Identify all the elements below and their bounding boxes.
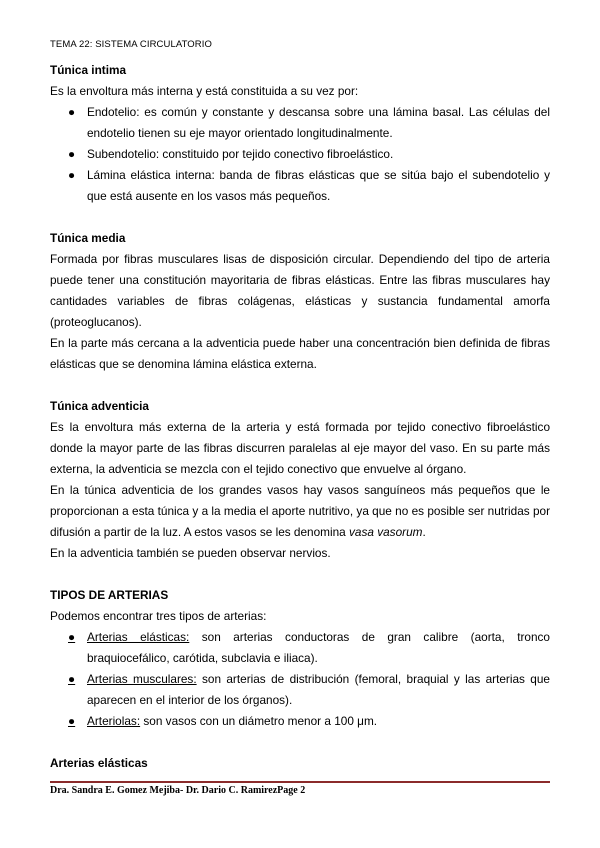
- vasa-vasorum-term: vasa vasorum: [349, 525, 423, 539]
- tipos-list: [50, 627, 550, 732]
- heading-tunica-intima: Túnica intima: [50, 63, 127, 77]
- tipos-intro: Podemos encontrar tres tipos de arterias:: [50, 609, 267, 623]
- footer-divider: [50, 781, 550, 783]
- list-item-text: Lámina elástica interna: banda de fibras elásticas que se sitúa bajo el subendotelio y que está ausente en los vasos más pequeños.: [87, 168, 550, 203]
- list-item-text: son vasos con un diámetro menor a 100 μm.: [140, 714, 378, 728]
- bullet-icon: ●: [68, 630, 76, 644]
- list-item: [50, 102, 550, 144]
- media-paragraph-1: Formada por fibras musculares lisas de disposición circular. Dependiendo del tipo de arteria puede tener una constitución mayoritaria de fibras elásticas. Entre las fibras musculares hay cantidades variables de fibras colágenas, elásticas y sustancia fundamental amorfa (proteoglucanos).: [50, 252, 550, 329]
- list-item-term: Arteriolas:: [87, 714, 141, 728]
- list-item: [50, 144, 550, 165]
- heading-arterias-elasticas: Arterias elásticas: [50, 756, 148, 770]
- list-item: [50, 627, 550, 669]
- adventicia-paragraph-2: [50, 480, 550, 543]
- bullet-icon: ●: [68, 714, 76, 728]
- list-item: [50, 165, 550, 207]
- list-item-term: Arterias elásticas:: [87, 630, 190, 644]
- list-item: [50, 669, 550, 711]
- list-item-text: Subendotelio: constituido por tejido conectivo fibroelástico.: [87, 147, 394, 161]
- list-item-text: Endotelio: es común y constante y descansa sobre una lámina basal. Las células del endotelio tienen su eje mayor orientado longitudinalmente.: [87, 105, 550, 140]
- adventicia-paragraph-1: Es la envoltura más externa de la arteria y está formada por tejido conectivo fibroelástico donde la mayor parte de las fibras discurren paralelas al eje mayor del vaso. En su parte más externa, la adventicia se mezcla con el tejido conectivo que envuelve al órgano.: [50, 420, 550, 476]
- media-paragraph-2: En la parte más cercana a la adventicia puede haber una concentración bien definida de fibras elásticas que se denomina lámina elástica externa.: [50, 336, 550, 371]
- page-header: TEMA 22: SISTEMA CIRCULATORIO: [50, 39, 212, 50]
- heading-tunica-media: Túnica media: [50, 231, 126, 245]
- list-item-term: Arterias musculares:: [87, 672, 197, 686]
- heading-tipos-de-arterias: TIPOS DE ARTERIAS: [50, 588, 169, 602]
- document-body: [50, 60, 550, 774]
- adventicia-paragraph-3: En la adventicia también se pueden observar nervios.: [50, 546, 331, 560]
- list-item-text: son arterias conductoras de gran calibre (aorta, tronco braquiocefálico, carótida, subclavia e iliaca).: [87, 630, 550, 665]
- bullet-icon: ●: [68, 147, 76, 161]
- intima-list: [50, 102, 550, 207]
- list-item: [50, 711, 550, 732]
- list-item-text: son arterias de distribución (femoral, braquial y las arterias que aparecen en el interior de los órganos).: [87, 672, 550, 707]
- adventicia-p2-text: En la túnica adventicia de los grandes vasos hay vasos sanguíneos más pequeños que le proporcionan a esta túnica y a la media el aporte nutritivo, ya que no es posible ser nutridas por difusión a partir de la luz. A estos vasos se les denomina: [50, 483, 550, 539]
- intima-intro: Es la envoltura más interna y está constituida a su vez por:: [50, 84, 359, 98]
- bullet-icon: ●: [68, 168, 76, 182]
- heading-tunica-adventicia: Túnica adventicia: [50, 399, 149, 413]
- bullet-icon: ●: [68, 105, 76, 119]
- adventicia-p2-end: .: [422, 525, 426, 539]
- bullet-icon: ●: [68, 672, 76, 686]
- page-footer: Dra. Sandra E. Gomez Mejiba- Dr. Dario C. RamirezPage 2: [50, 785, 306, 796]
